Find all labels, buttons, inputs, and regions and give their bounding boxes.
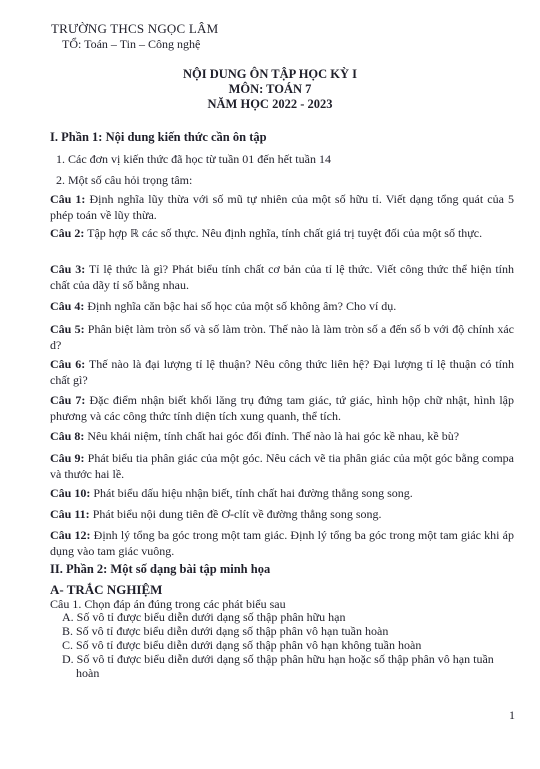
question-label: Câu 2:	[50, 226, 85, 240]
question-label: Câu 3:	[50, 262, 86, 276]
question-2	[50, 226, 514, 242]
mc-option-d-text: D. Số vô tỉ được biểu diễn dưới dạng số thập phân hữu hạn hoặc số thập phân vô hạn tuần hoàn	[62, 652, 494, 680]
part1-heading: I. Phần 1: Nội dung kiến thức cần ôn tập	[50, 130, 267, 144]
question-3	[50, 262, 514, 293]
department-name: TỔ: Toán – Tin – Công nghệ	[62, 37, 201, 51]
doc-school-year: NĂM HỌC 2022 - 2023	[207, 97, 333, 111]
question-text: Nêu khái niệm, tính chất hai góc đối đỉnh. Thế nào là hai góc kề nhau, kề bù?	[84, 429, 460, 443]
doc-subject: MÔN: TOÁN 7	[228, 82, 312, 96]
part2-heading: II. Phần 2: Một số dạng bài tập minh họa	[50, 562, 271, 576]
question-text: Thế nào là đại lượng tỉ lệ thuận? Nêu công thức liên hệ? Đại lượng tỉ lệ thuận có tính chất gì?	[50, 357, 514, 387]
question-text: Phân biệt làm tròn số và số làm tròn. Thế nào là làm tròn số a đến số b với độ chính xác d?	[50, 322, 514, 352]
mc-option-b: B. Số vô tỉ được biểu diễn dưới dạng số thập phân vô hạn tuần hoàn	[62, 624, 389, 638]
question-label: Câu 6:	[50, 357, 86, 371]
question-5	[50, 322, 514, 353]
question-label: Câu 7:	[50, 393, 86, 407]
question-10	[50, 486, 514, 502]
question-11	[50, 507, 514, 523]
mc-question-1: Câu 1. Chọn đáp án đúng trong các phát biểu sau	[50, 597, 286, 611]
question-label: Câu 10:	[50, 486, 91, 500]
question-label: Câu 5:	[50, 322, 85, 336]
question-label: Câu 11:	[50, 507, 90, 521]
question-label: Câu 1:	[50, 192, 86, 206]
question-text: các số thực. Nêu định nghĩa, tính chất giá trị tuyệt đối của một số thực.	[138, 226, 483, 240]
question-6	[50, 357, 514, 388]
mc-option-d	[62, 652, 512, 680]
question-text: Phát biểu tia phân giác của một góc. Nêu cách vẽ tia phân giác của một góc bằng compa và thước hai lề.	[50, 451, 514, 481]
page-number: 1	[509, 708, 515, 722]
question-label: Câu 4:	[50, 299, 85, 313]
question-12	[50, 528, 514, 559]
question-text: Tỉ lệ thức là gì? Phát biểu tính chất cơ bản của tỉ lệ thức. Viết công thức thể hiện tính chất của dãy tỉ số bằng nhau.	[50, 262, 514, 292]
real-numbers-symbol: ℝ	[130, 227, 139, 240]
question-4	[50, 299, 514, 315]
question-text: Đặc điểm nhận biết khối lăng trụ đứng tam giác, tứ giác, hình hộp chữ nhật, hình lập phương và các công thức tính diện tích xung quanh, thể tích.	[50, 393, 514, 423]
mc-option-c: C. Số vô tỉ được biểu diễn dưới dạng số thập phân vô hạn không tuần hoàn	[62, 638, 422, 652]
question-9	[50, 451, 514, 482]
question-8	[50, 429, 514, 445]
question-label: Câu 8:	[50, 429, 85, 443]
part1-item-2: 2. Một số câu hỏi trọng tâm:	[56, 173, 193, 187]
question-7	[50, 393, 514, 424]
question-text: Định nghĩa lũy thừa với số mũ tự nhiên của một số hữu tỉ. Viết dạng tổng quát của 5 phép toán về lũy thừa.	[50, 192, 514, 222]
question-text: Định nghĩa căn bậc hai số học của một số không âm? Cho ví dụ.	[84, 299, 397, 313]
question-text: Phát biểu dấu hiệu nhận biết, tính chất hai đường thẳng song song.	[90, 486, 413, 500]
question-text: Tập hợp	[84, 226, 131, 240]
part2-subheading: A- TRẮC NGHIỆM	[50, 582, 163, 597]
question-1	[50, 192, 514, 223]
doc-title: NỘI DUNG ÔN TẬP HỌC KỲ I	[182, 67, 358, 81]
question-text: Định lý tổng ba góc trong một tam giác. Định lý tổng ba góc trong một tam giác khi áp dụng vào tam giác vuông.	[50, 528, 514, 558]
question-label: Câu 12:	[50, 528, 91, 542]
question-text: Phát biểu nội dung tiên đề Ơ-clít về đường thẳng song song.	[89, 507, 382, 521]
part1-item-1: 1. Các đơn vị kiến thức đã học từ tuần 01 đến hết tuần 14	[56, 152, 331, 166]
mc-option-a: A. Số vô tỉ được biểu diễn dưới dạng số thập phân hữu hạn	[62, 610, 346, 624]
school-name: TRƯỜNG THCS NGỌC LÂM	[51, 21, 219, 36]
question-label: Câu 9:	[50, 451, 85, 465]
